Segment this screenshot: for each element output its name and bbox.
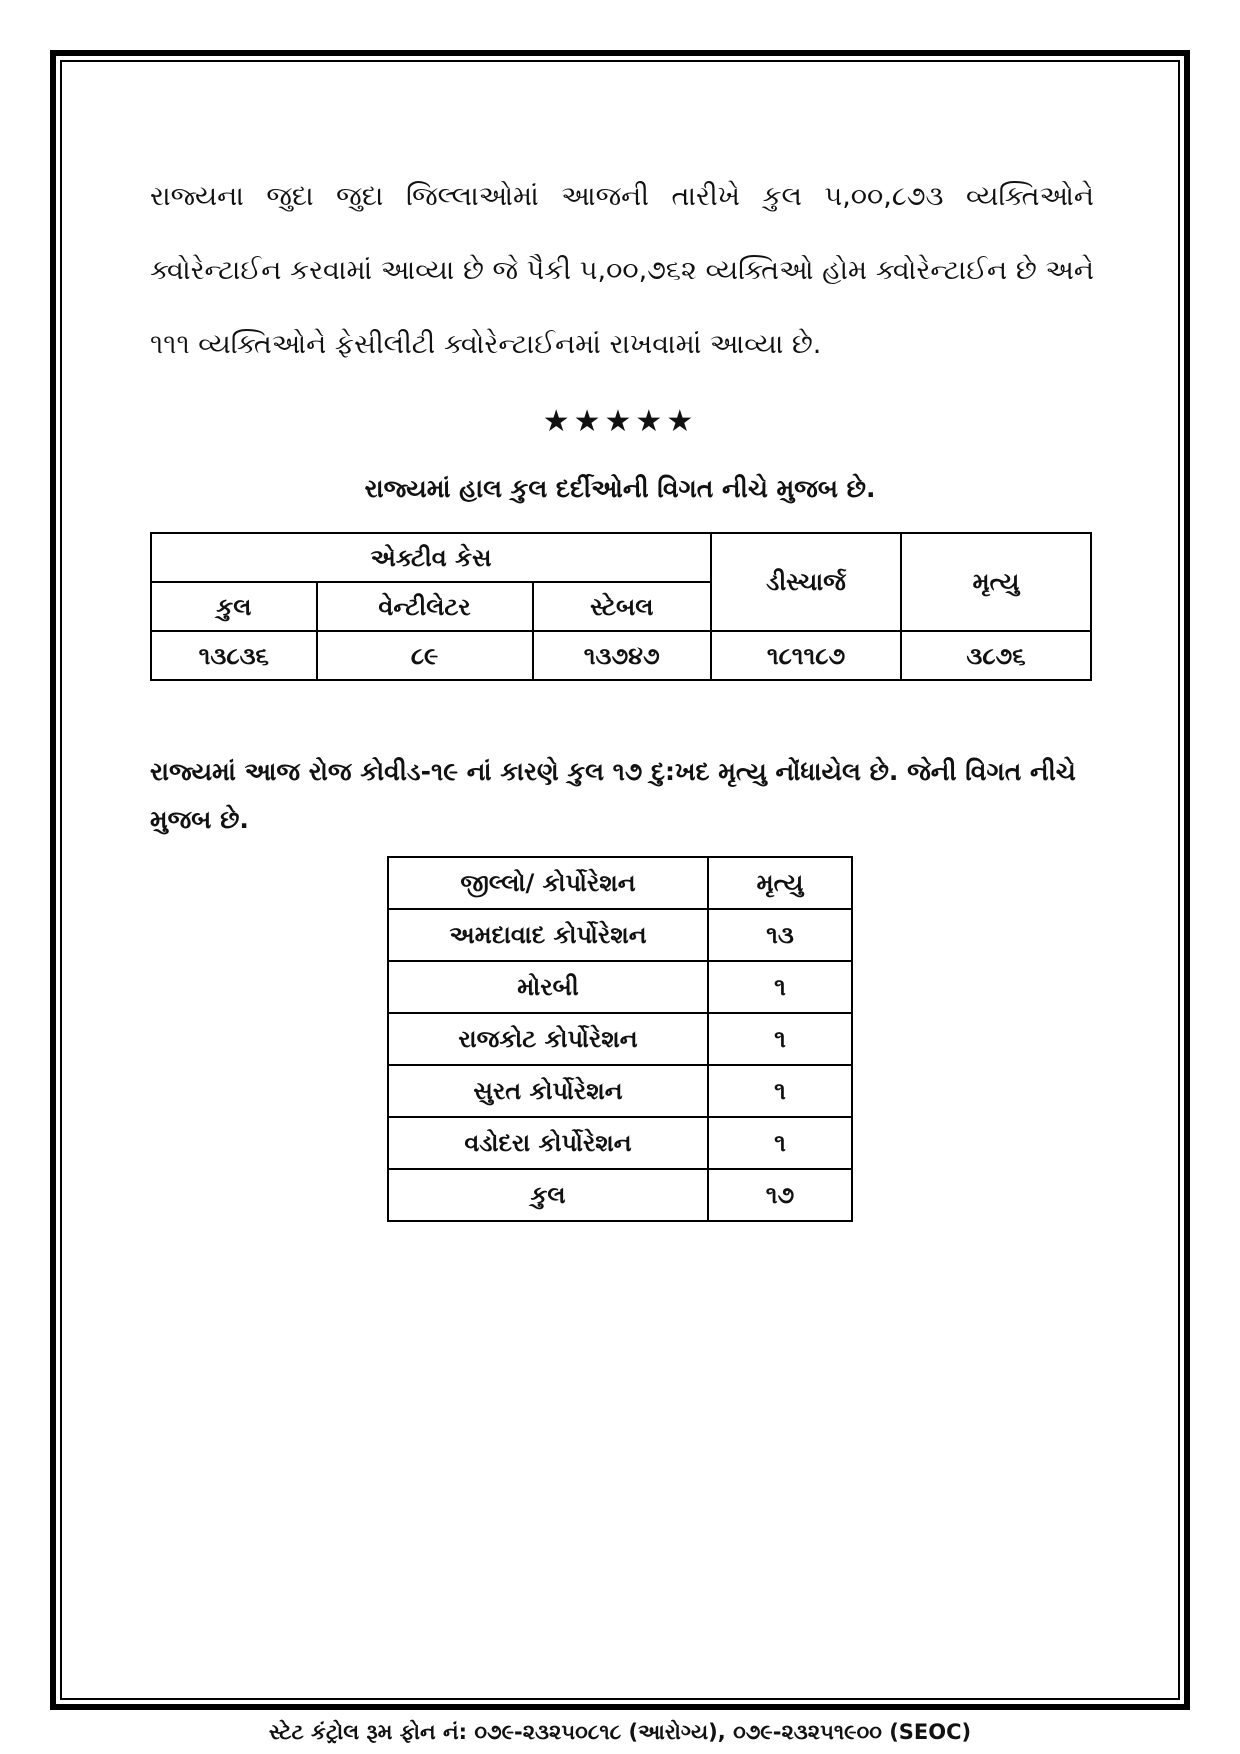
patients-title: રાજ્યમાં હાલ કુલ દર્દીઓની વિગત નીચે મુજબ છે. [364, 474, 876, 503]
total-label: કુલ [388, 1169, 708, 1221]
death-value: ૩૮૭૬ [901, 631, 1091, 680]
stable-header: સ્ટેબલ [533, 582, 712, 631]
quarantine-paragraph: રાજ્યના જુદા જુદા જિલ્લાઓમાં આજની તારીખે કુલ ૫,૦૦,૮૭૩ વ્યક્તિઓને ક્વોરેન્ટાઈન કરવામાં આવ્યા છે જે પૈકી ૫,૦૦,૭૬૨ વ્યક્તિઓ હોમ ક્વોરેન્ટાઈન છે અને ૧૧૧ વ્યક્તિઓને ફેસીલીટી ક્વોરેન્ટાઈનમાં રાખવામાં આવ્યા છે. [150, 181, 1094, 360]
discharge-header: ડીસ્ચાર્જ [711, 533, 901, 631]
total-header: કુલ [151, 582, 317, 631]
footer-contact: સ્ટેટ કંટ્રોલ રૂમ ફોન નં: ૦૭૯-૨૩૨૫૦૮૧૮ (આરોગ્ય), ૦૭૯-૨૩૨૫૧૯૦૦ (SEOC) [268, 1720, 972, 1744]
district-deaths: ૧૩ [708, 909, 852, 961]
ventilator-header: વેન્ટીલેટર [317, 582, 533, 631]
district-deaths: ૧ [708, 1065, 852, 1117]
district-deaths: ૧ [708, 1117, 852, 1169]
district-header: જીલ્લો/ કોર્પોરેશન [388, 857, 708, 909]
stable-value: ૧૩૭૪૭ [533, 631, 712, 680]
death-header: મૃત્યુ [901, 533, 1091, 631]
death-header: મૃત્યુ [708, 857, 852, 909]
patients-table [150, 532, 1092, 681]
total-row [388, 1169, 852, 1221]
district-deaths: ૧ [708, 1013, 852, 1065]
discharge-value: ૧૮૧૧૮૭ [711, 631, 901, 680]
star-separator: ★★★★★ [542, 404, 698, 439]
total-deaths: ૧૭ [708, 1169, 852, 1221]
table-row [388, 1117, 852, 1169]
table-row [388, 909, 852, 961]
deaths-note: રાજ્યમાં આજ રોજ કોવીડ-૧૯ નાં કારણે કુલ ૧૭ દુ:ખદ મૃત્યુ નોંધાયેલ છે. જેની વિગત નીચે મુજબ છે. [150, 757, 1076, 834]
total-value: ૧૩૮૩૬ [151, 631, 317, 680]
district-name: રાજકોટ કોર્પોરેશન [388, 1013, 708, 1065]
table-row [388, 1065, 852, 1117]
district-deaths: ૧ [708, 961, 852, 1013]
active-cases-header: એક્ટીવ કેસ [151, 533, 711, 582]
district-name: સુરત કોર્પોરેશન [388, 1065, 708, 1117]
ventilator-value: ૮૯ [317, 631, 533, 680]
district-name: અમદાવાદ કોર્પોરેશન [388, 909, 708, 961]
deaths-table [387, 856, 853, 1222]
district-name: વડોદરા કોર્પોરેશન [388, 1117, 708, 1169]
table-row [151, 631, 1091, 680]
district-name: મોરબી [388, 961, 708, 1013]
table-row [388, 961, 852, 1013]
table-row [388, 1013, 852, 1065]
